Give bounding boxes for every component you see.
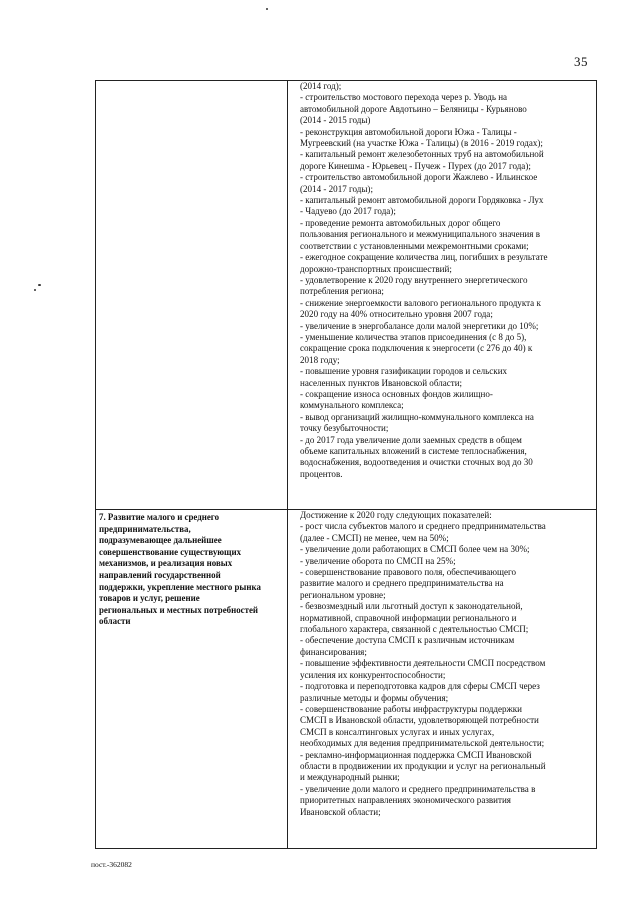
text-line: объеме капитальных вложений в системе теплоснабжения, [300, 446, 527, 456]
text-line: - увеличение доли малого и среднего предпринимательства в [300, 783, 536, 794]
text-line: - удовлетворение к 2020 году внутреннего энергетического [300, 274, 528, 285]
text-line: пользования регионального и межмуниципального значения в [300, 229, 540, 240]
text-line: дороге Кинешма - Юрьевец - Пучеж - Пурех (до 2017 года); [300, 160, 531, 171]
text-line: потребления региона; [300, 286, 384, 297]
text-line: (2014 год); [300, 81, 342, 91]
text-line: - совершенствование работы инфраструктуры поддержки [300, 703, 522, 714]
text-line: подразумевающее дальнейшее [99, 535, 222, 546]
text-line: - реконструкция автомобильной дороги Южа - Талицы - [300, 126, 517, 137]
text-line: усиления их конкурентоспособности; [300, 669, 446, 680]
text-line: - подготовка и переподготовка кадров для сферы СМСП через [300, 681, 540, 692]
text-line: - строительство мостового перехода через р. Уводь на [300, 92, 508, 103]
text-line: области в продвижении их продукции и услуг на региональный [300, 760, 546, 771]
row-7-goal-title-cell [99, 512, 285, 628]
text-line: - совершенствование правового поля, обеспечивающего [300, 567, 516, 578]
text-line: точку безубыточности; [300, 423, 389, 434]
text-line: СМСП в консалтинговых услугах и иных услугах, [300, 726, 495, 737]
text-line: автомобильной дороге Авдотьино – Беляницы - Курьяново [300, 103, 527, 114]
text-line: - увеличение доли работающих в СМСП более чем на 30%; [300, 544, 530, 555]
text-line: - повышение уровня газификации городов и сельских [300, 366, 508, 377]
text-line: 2018 году; [300, 354, 340, 365]
goals-table [95, 80, 597, 849]
text-line: - ежегодное сокращение количества лиц, погибших в результате [300, 252, 548, 263]
text-line: - безвозмездный или льготный доступ к законодательной, [300, 601, 523, 612]
text-line: водоснабжения, водоотведения и очистки сточных вод до 30 [300, 457, 533, 468]
text-line: предпринимательства, [99, 523, 191, 534]
text-line: населенных пунктов Ивановской области; [300, 377, 463, 388]
text-line: необходимых для ведения предпринимательской деятельности; [300, 738, 545, 749]
text-line: области [99, 616, 131, 627]
text-line: механизмов, и реализация новых [99, 558, 233, 569]
text-line: совершенствование существующих [99, 546, 242, 557]
text-line: - снижение энергоемкости валового регионального продукта к [300, 297, 541, 308]
scan-speck [34, 289, 36, 291]
text-line: Мугреевский (на участке Южа - Талицы) (в 2016 - 2019 годах); [300, 138, 543, 149]
text-line: поддержки, укрепление местного рынка [99, 581, 261, 592]
text-line: направлений государственной [99, 569, 221, 580]
text-line: процентов. [300, 468, 343, 479]
text-line: - строительство автомобильной дороги Жажлево - Ильинское [300, 172, 538, 183]
text-line: - увеличение оборота по СМСП на 25%; [300, 555, 456, 566]
text-line: 2020 году на 40% относительно уровня 2007 года; [300, 309, 493, 320]
page-number: 35 [574, 54, 588, 69]
text-line: нормативной, справочной информации регионального и [300, 612, 517, 623]
text-line: - сокращение износа основных фондов жилищно- [300, 388, 493, 399]
text-line: - обеспечение доступа СМСП к различным источникам [300, 635, 515, 646]
text-line: - до 2017 года увеличение доли заемных средств в общем [300, 434, 522, 445]
text-line: и международный рынки; [300, 772, 400, 783]
text-line: коммунального комплекса; [300, 400, 404, 411]
text-line: развитие малого и среднего предпринимательства на [300, 578, 504, 589]
text-line: товаров и услуг, решение [99, 593, 200, 604]
text-line: Достижение к 2020 году следующих показателей: [300, 510, 492, 520]
text-line: соответствии с установленными межремонтными сроками; [300, 240, 529, 251]
text-line: - вывод организаций жилищно-коммунального комплекса на [300, 411, 534, 422]
scan-speck [38, 284, 41, 286]
text-line: дорожно-транспортных происшествий; [300, 263, 452, 274]
text-line: различные методы и формы обучения; [300, 692, 449, 703]
text-line: - рост числа субъектов малого и среднего предпринимательства [300, 521, 546, 532]
text-line: глобального характера, связанной с деятельностью СМСП; [300, 624, 529, 635]
row-7-indicators-cell [300, 510, 596, 818]
text-line: региональном уровне; [300, 589, 386, 600]
text-line: - рекламно-информационная поддержка СМСП Ивановской [300, 749, 532, 760]
scan-speck [266, 8, 268, 10]
text-line: - проведение ремонта автомобильных дорог общего [300, 217, 501, 228]
text-line: - капитальный ремонт автомобильной дороги Гордяковка - Лух [300, 195, 544, 206]
document-code: пост.-362082 [91, 860, 132, 869]
text-line: - увеличение в энергобалансе доли малой энергетики до 10%; [300, 320, 539, 331]
text-line: приоритетных направлениях экономического развития [300, 795, 511, 806]
prev-row-indicators-cell [300, 81, 596, 480]
text-line: Ивановской области; [300, 806, 381, 817]
column-divider [287, 81, 288, 848]
text-line: 7. Развитие малого и среднего [99, 512, 220, 522]
text-line: СМСП в Ивановской области, удовлетворяющей потребности [300, 715, 539, 726]
text-line: (2014 - 2017 годы); [300, 183, 373, 194]
text-line: - капитальный ремонт железобетонных труб на автомобильной [300, 149, 544, 160]
text-line: - уменьшение количества этапов присоединения (с 8 до 5), [300, 331, 527, 342]
text-line: - повышение эффективности деятельности СМСП посредством [300, 658, 546, 669]
text-line: - Чадуево (до 2017 года); [300, 206, 396, 217]
text-line: финансирования; [300, 646, 367, 657]
text-line: (далее - СМСП) не менее, чем на 50%; [300, 532, 449, 543]
text-line: сокращение срока подключения к энергосети (с 276 до 40) к [300, 343, 533, 354]
text-line: (2014 - 2015 годы) [300, 115, 371, 126]
text-line: региональных и местных потребностей [99, 604, 258, 615]
